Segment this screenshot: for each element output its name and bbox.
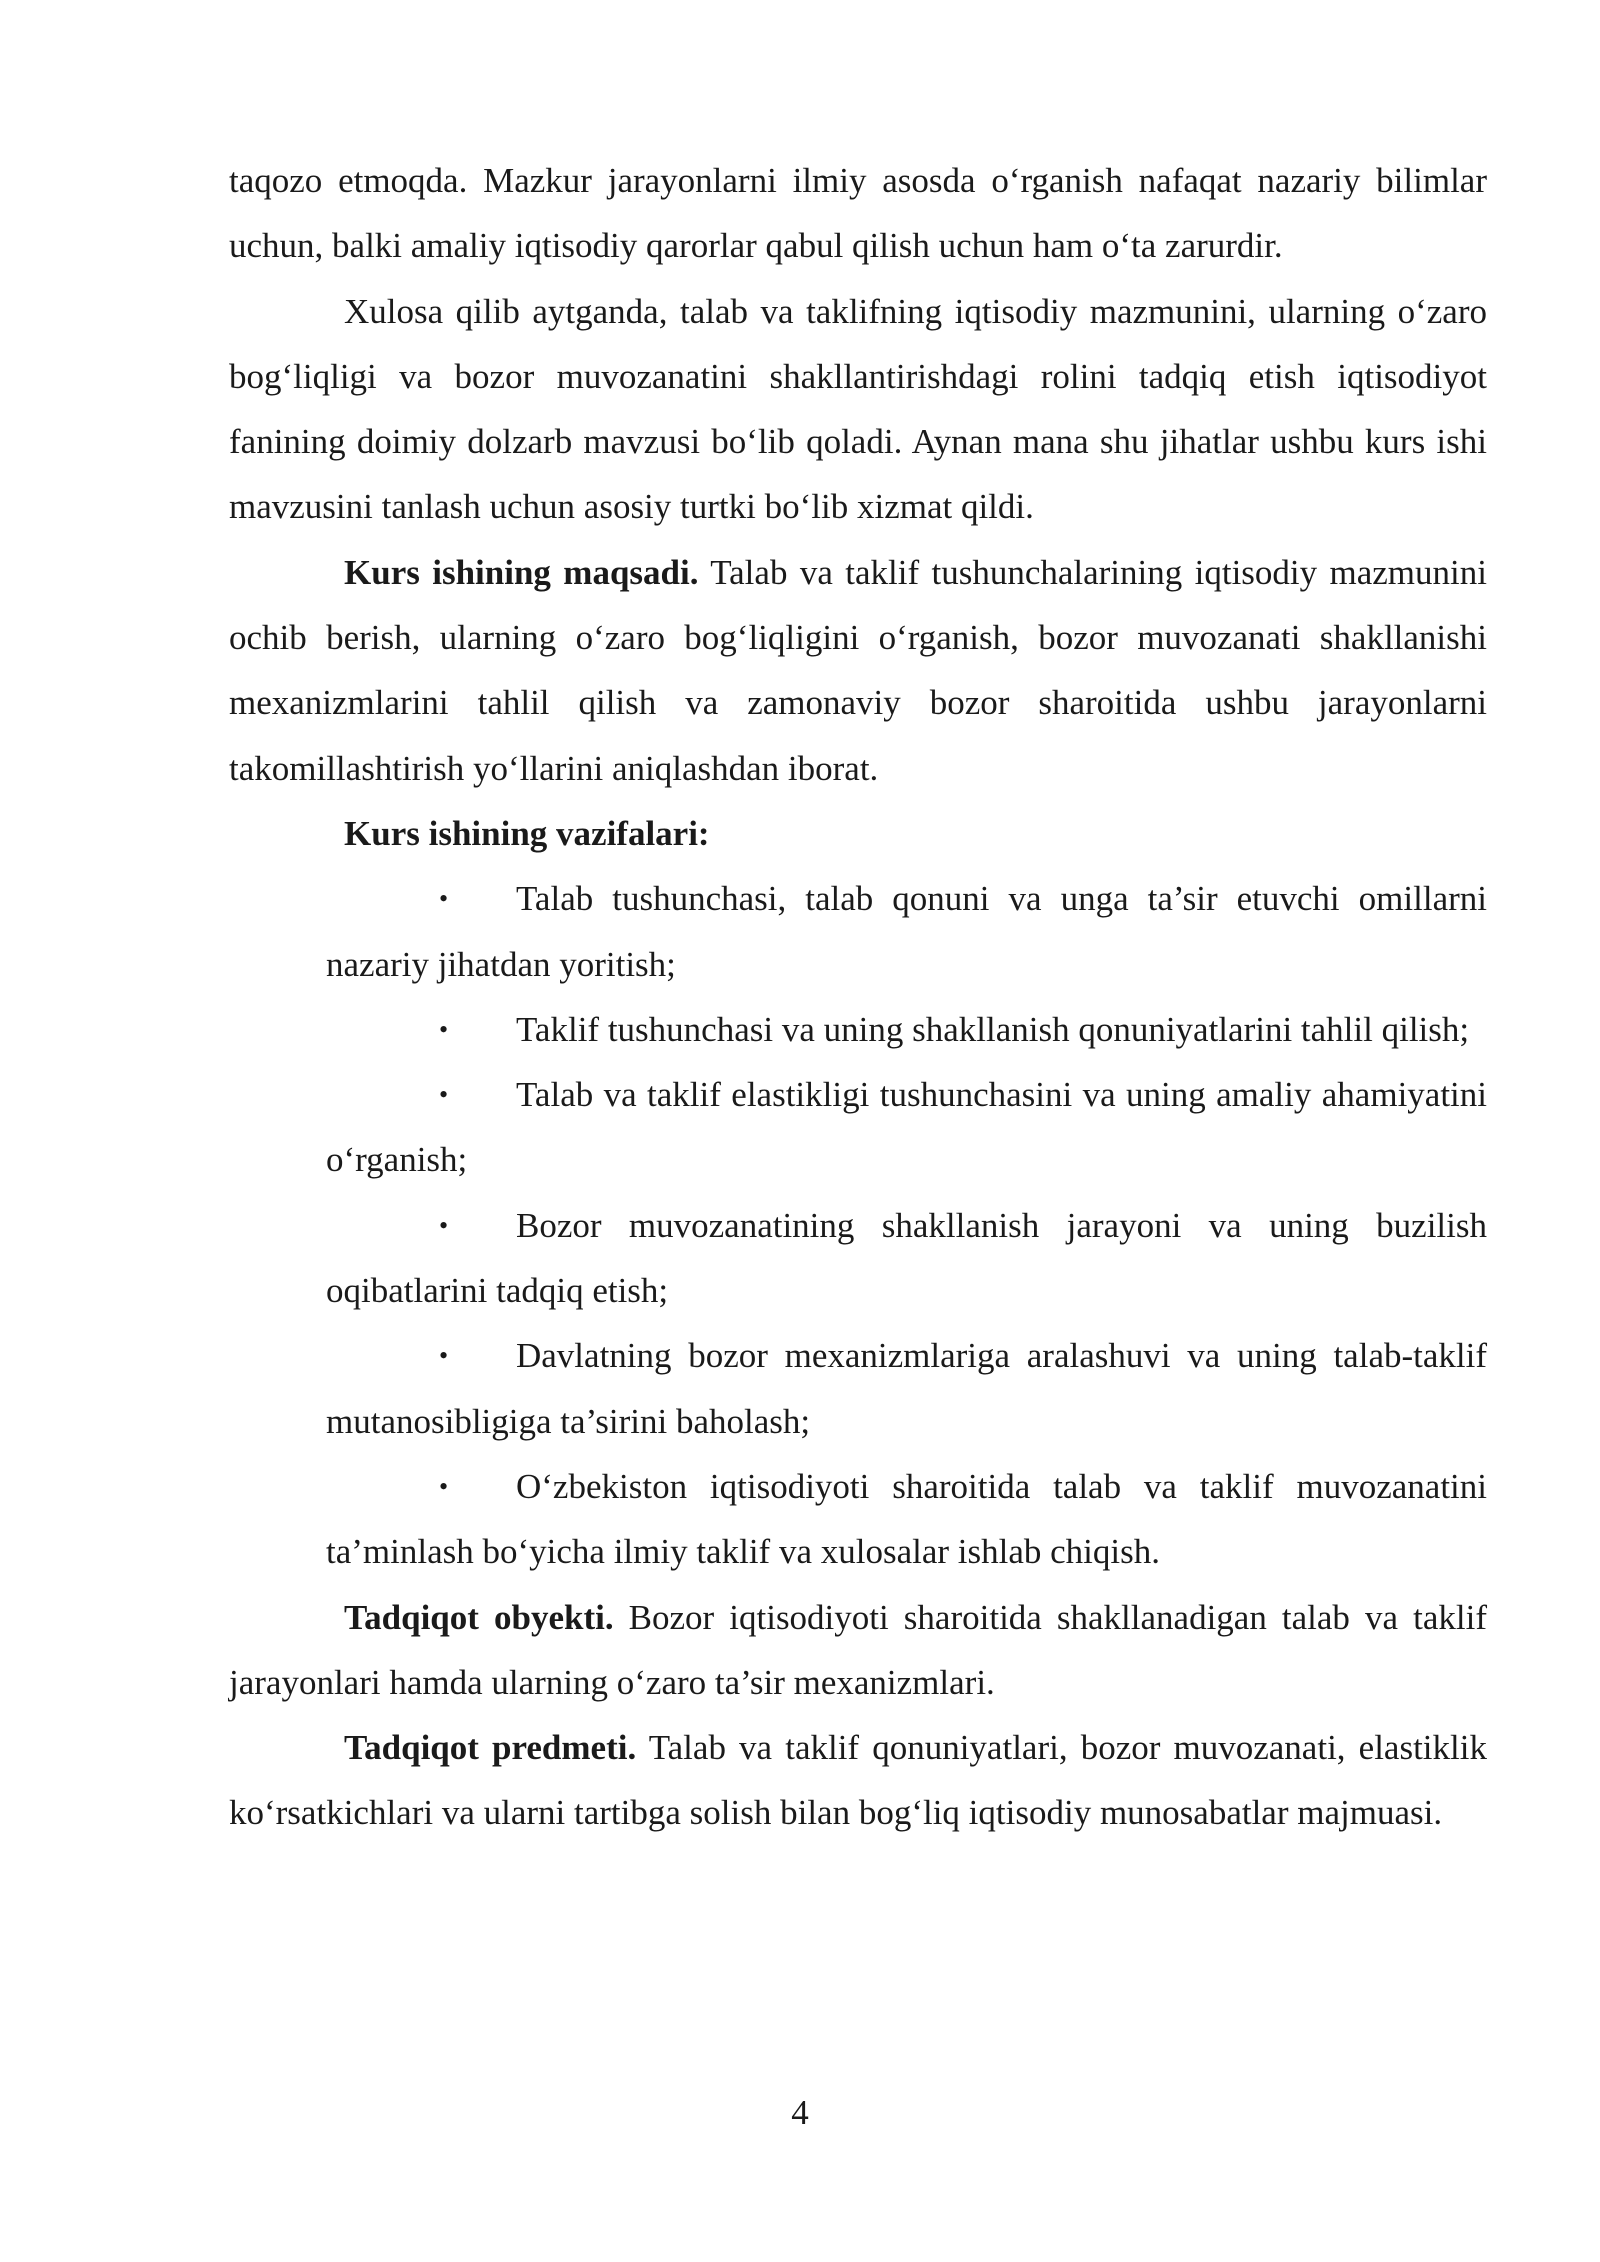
- research-object-text: Bozor iqtisodiyoti sharoitida shakllanadigan talab va taklif jarayonlari hamda ularning o‘zaro ta’sir mexanizmlari.: [229, 1597, 1487, 1702]
- bullet-icon: •: [439, 1210, 449, 1240]
- task-item: [326, 1193, 1487, 1324]
- goal-paragraph: [229, 540, 1487, 801]
- bullet-icon: •: [439, 1471, 449, 1501]
- tasks-heading: [229, 801, 1487, 866]
- document-body: [229, 148, 1487, 1846]
- page-number: 4: [791, 2093, 809, 2132]
- task-item-text: Bozor muvozanatining shakllanish jarayoni va uning buzilish oqibatlarini tadqiq etish;: [326, 1205, 1487, 1311]
- research-subject-label: Tadqiqot predmeti.: [344, 1728, 637, 1768]
- task-item: [326, 997, 1487, 1062]
- task-item-text: Taklif tushunchasi va uning shakllanish qonuniyatlarini tahlil qilish;: [516, 1009, 1470, 1049]
- intro-end-paragraph: taqozo etmoqda. Mazkur jarayonlarni ilmiy asosda o‘rganish nafaqat nazariy bilimlar uchun, balki amaliy iqtisodiy qarorlar qabul qilish uchun ham o‘ta zarurdir.: [229, 161, 1487, 266]
- task-item-text: Talab tushunchasi, talab qonuni va unga ta’sir etuvchi omillarni nazariy jihatdan yoritish;: [326, 879, 1487, 984]
- task-item-text: Talab va taklif elastikligi tushunchasini va uning amaliy ahamiyatini o‘rganish;: [326, 1075, 1487, 1180]
- tasks-heading-label: Kurs ishining vazifalari:: [344, 813, 710, 853]
- task-item-text: Davlatning bozor mexanizmlariga aralashuvi va uning talab-taklif mutanosibligiga ta’sirini baholash;: [326, 1336, 1487, 1441]
- conclusion-paragraph: Xulosa qilib aytganda, talab va taklifning iqtisodiy mazmunini, ularning o‘zaro bog‘liqligi va bozor muvozanatini shakllantirishdagi rolini tadqiq etish iqtisodiyot fanining doimiy dolzarb mavzusi bo‘lib qoladi. Aynan mana shu jihatlar ushbu kurs ishi mavzusini tanlash uchun asosiy turtki bo‘lib xizmat qildi.: [229, 291, 1487, 527]
- bullet-icon: •: [439, 1080, 449, 1110]
- task-item: [326, 1323, 1487, 1454]
- task-item: [326, 866, 1487, 997]
- goal-label: Kurs ishining maqsadi.: [344, 552, 699, 592]
- bullet-icon: •: [439, 884, 449, 914]
- research-subject-text: Talab va taklif qonuniyatlari, bozor muvozanati, elastiklik ko‘rsatkichlari va ularni tartibga solish bilan bog‘liq iqtisodiy munosabatlar majmuasi.: [229, 1728, 1487, 1833]
- task-item-text: O‘zbekiston iqtisodiyoti sharoitida talab va taklif muvozanatini ta’minlash bo‘yicha ilmiy taklif va xulosalar ishlab chiqish.: [326, 1466, 1487, 1572]
- research-object-label: Tadqiqot obyekti.: [344, 1597, 614, 1637]
- research-object-paragraph: [229, 1585, 1487, 1716]
- goal-text: Talab va taklif tushunchalarining iqtisodiy mazmunini ochib berish, ularning o‘zaro bog‘liqligini o‘rganish, bozor muvozanati shakllanishi mexanizmlarini tahlil qilish va zamonaviy bozor sharoitida ushbu jarayonlarni takomillashtirish yo‘llarini aniqlashdan iborat.: [229, 552, 1487, 788]
- bullet-icon: •: [439, 1341, 449, 1371]
- research-subject-paragraph: [229, 1715, 1487, 1846]
- task-item: [326, 1062, 1487, 1193]
- bullet-icon: •: [439, 1014, 449, 1044]
- task-item: [326, 1454, 1487, 1585]
